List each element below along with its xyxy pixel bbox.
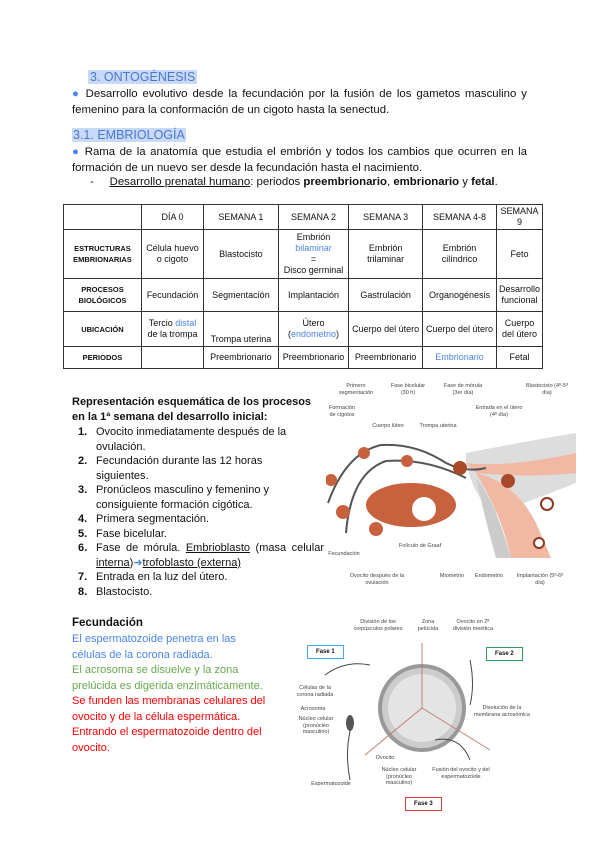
item-number: 2. (78, 455, 88, 467)
table-cell: Embrión trilaminar (349, 230, 423, 279)
table-header: SEMANA 4-8 (423, 205, 497, 230)
figure-label: Entrada en el útero (4º día) (475, 405, 523, 418)
table-cell: Preembrionario (278, 347, 348, 369)
table-cell: Feto (496, 230, 542, 279)
section-paragraph (72, 86, 527, 118)
term-preembrionario: preembrionario (303, 176, 387, 188)
first-week-figure (326, 383, 576, 598)
item-number: 3. (78, 484, 88, 496)
table-cell: Fetal (496, 347, 542, 369)
table-header: SEMANA 1 (204, 205, 279, 230)
figure-label: Núcleo celular (pronúcleo masculino) (298, 716, 334, 735)
table-cell: Embrión cilíndrico (423, 230, 497, 279)
phase3-text: Se funden las membranas celulares del ovocito y de la célula espermática. Entrando el espermatozoide dentro del ovocito. (72, 695, 266, 754)
text: Embrión (296, 232, 331, 242)
table-cell: Cuerpo del útero (349, 312, 423, 347)
table-header: DÍA 0 (141, 205, 203, 230)
text: endometrio (291, 329, 337, 339)
phase2-label: Fase 2 (486, 647, 523, 661)
list-item (72, 425, 297, 454)
figure-label: Implantación (5º-6º día) (516, 573, 564, 586)
figure-label: Cuerpo lúteo (372, 423, 404, 429)
item-number: 1. (78, 426, 88, 438)
table-cell: Cuerpo del útero (496, 312, 542, 347)
figure-label: Células de la corona radiada (296, 685, 334, 698)
table-cell: Implantación (278, 279, 348, 312)
list-item (72, 527, 297, 542)
table-row (64, 279, 543, 312)
list-item (72, 512, 297, 527)
term-fetal: fetal (471, 176, 495, 188)
text: Fase de mórula. (96, 542, 186, 554)
subsection-paragraph (72, 144, 527, 176)
fecundacion-text (72, 632, 272, 756)
text: , (386, 176, 394, 188)
figure-label: Ovocito en 2ª división meiótica (452, 619, 494, 632)
subsection-heading: 3.1. EMBRIOLOGÍA (73, 128, 185, 142)
scheme-list (72, 425, 324, 599)
text: interna (96, 556, 130, 569)
table-header: SEMANA 2 (278, 205, 348, 230)
dash: - (90, 176, 94, 188)
phase1-label: Fase 1 (307, 645, 344, 659)
item-text: Fecundación durante las 12 horas siguientes. (96, 455, 263, 482)
text: Embrioblasto (185, 542, 251, 554)
text: trofoblasto (142, 556, 197, 569)
section-text: Desarrollo evolutivo desde la fecundación por la fusión de los gametos masculino y femenino para la conformación de un cigoto hasta la senectud. (72, 88, 527, 116)
text: ) (336, 329, 340, 339)
item-text: Blastocisto. (96, 585, 153, 598)
table-header-row (64, 205, 543, 230)
table-cell: Célula huevo o cigoto (141, 230, 203, 279)
figure-label: Núcleo celular (pronúcleo masculino) (381, 767, 417, 786)
item-text: Fase bicelular. (96, 527, 167, 540)
list-item (72, 585, 297, 600)
item-text: Pronúcleos masculino y femenino y consiguiente formación cigótica. (96, 484, 270, 511)
bullet-icon: ● (72, 146, 81, 158)
arrow-right-icon: ➜ (133, 556, 143, 569)
phase2-text: El acrosoma se disuelve y la zona prelúcida es digerida enzimáticamente. (72, 664, 263, 692)
table-cell: Preembrionario (204, 347, 279, 369)
text: y (459, 176, 472, 188)
item-text: Ovocito inmediatamente después de la ovulación. (96, 426, 287, 453)
table-cell: Preembrionario (349, 347, 423, 369)
subsection-text: Rama de la anatomía que estudia el embrión y todos los cambios que ocurren en la formación de un nuevo ser desde la fecundación hasta el nacimiento. (72, 146, 527, 174)
table-cell: Desarrollo funcional (496, 279, 542, 312)
figure-label: Primero segmentación (338, 383, 374, 396)
list-item (72, 454, 297, 483)
table-cell: Cuerpo del útero (423, 312, 497, 347)
item-number: 7. (78, 571, 88, 583)
text: . (494, 176, 498, 188)
table-cell: Segmentación (204, 279, 279, 312)
item-number: 8. (78, 585, 88, 598)
figure-label: Zona pelúcida (417, 619, 439, 632)
table-cell: Blastocisto (204, 230, 279, 279)
prenatal-line (90, 176, 498, 188)
fertilization-figure (290, 615, 530, 815)
bullet-icon: ● (72, 88, 81, 100)
item-text: Primera segmentación. (96, 513, 210, 525)
table-row (64, 347, 543, 369)
figure-label: Ovocito (375, 755, 395, 761)
text: : periodos (250, 176, 304, 188)
figure-label: Trompa uterina (419, 423, 457, 429)
table-cell: Embrionario (423, 347, 497, 369)
text: ( (288, 329, 291, 339)
figure-label: Fase bicelular (30 h) (390, 383, 426, 396)
item-number: 6. (78, 542, 88, 554)
table-cell: Gastrulación (349, 279, 423, 312)
figure-label: Espermatozoide (311, 781, 351, 787)
table-row (64, 312, 543, 347)
item-number: 4. (78, 513, 88, 525)
figure-label: Fase de mórula (3er día) (443, 383, 483, 396)
row-label: UBICACIÓN (64, 312, 142, 347)
list-item (72, 483, 297, 512)
figure-label: Formación de cigotos (329, 405, 355, 418)
figure-label: Folículo de Graaf (398, 543, 442, 549)
figure-label: Fusión del ovocito y del espermatozoide (432, 767, 490, 780)
table-header: SEMANA 9 (496, 205, 542, 230)
scheme-title: Representación esquemática de los procesos en la 1ª semana del desarrollo inicial: (72, 396, 312, 423)
text: (masa celular (250, 542, 324, 554)
text: de la trompa (147, 329, 198, 339)
table-header: SEMANA 3 (349, 205, 423, 230)
row-label: PROCESOS BIOLÓGICOS (64, 279, 142, 312)
figure-label: Miometrio (439, 573, 465, 579)
table-header (64, 205, 142, 230)
fecundacion-title: Fecundación (72, 617, 143, 629)
development-table (63, 204, 543, 369)
figure-label: Acrosoma (300, 706, 326, 712)
phase1-text: El espermatozoide penetra en las células de la corona radiada. (72, 633, 236, 661)
figure-label: Disolución de la membrana acrosómica (474, 705, 530, 718)
uterine-tube-illustration (326, 383, 576, 598)
prenatal-term: Desarrollo prenatal humano (109, 176, 251, 188)
list-item (72, 541, 324, 570)
text: (externa) (196, 556, 241, 569)
text: Tercio (148, 318, 176, 328)
row-label: PERIODOS (64, 347, 142, 369)
table-cell: Fecundación (141, 279, 203, 312)
text: = (310, 254, 317, 264)
item-text: Entrada en la luz del útero. (96, 571, 228, 583)
row-label: ESTRUCTURAS EMBRIONARIAS (64, 230, 142, 279)
section-heading: 3. ONTOGÉNESIS (90, 70, 196, 84)
table-cell: Organogénesis (423, 279, 497, 312)
table-row (64, 230, 543, 279)
figure-label: Fecundación (328, 551, 360, 557)
list-item (72, 570, 297, 585)
table-cell (141, 347, 203, 369)
table-cell: Trompa uterina (204, 312, 279, 347)
table-cell (278, 230, 348, 279)
table-cell (141, 312, 203, 347)
figure-label: Ovocito después de la ovulación (349, 573, 405, 586)
phase3-label: Fase 3 (405, 797, 442, 811)
text: Útero (302, 318, 325, 328)
table-cell (278, 312, 348, 347)
figure-label: Endometrio (474, 573, 504, 579)
text: ) (129, 556, 134, 569)
figure-label: División de los corpúsculos polares (353, 619, 403, 632)
text: distal (175, 318, 197, 328)
item-number: 5. (78, 527, 88, 540)
term-embrionario: embrionario (393, 176, 460, 188)
text: Disco germinal (283, 265, 344, 275)
text: bilaminar (295, 243, 332, 253)
figure-label: Blastocisto (4º-5º día) (526, 383, 568, 396)
